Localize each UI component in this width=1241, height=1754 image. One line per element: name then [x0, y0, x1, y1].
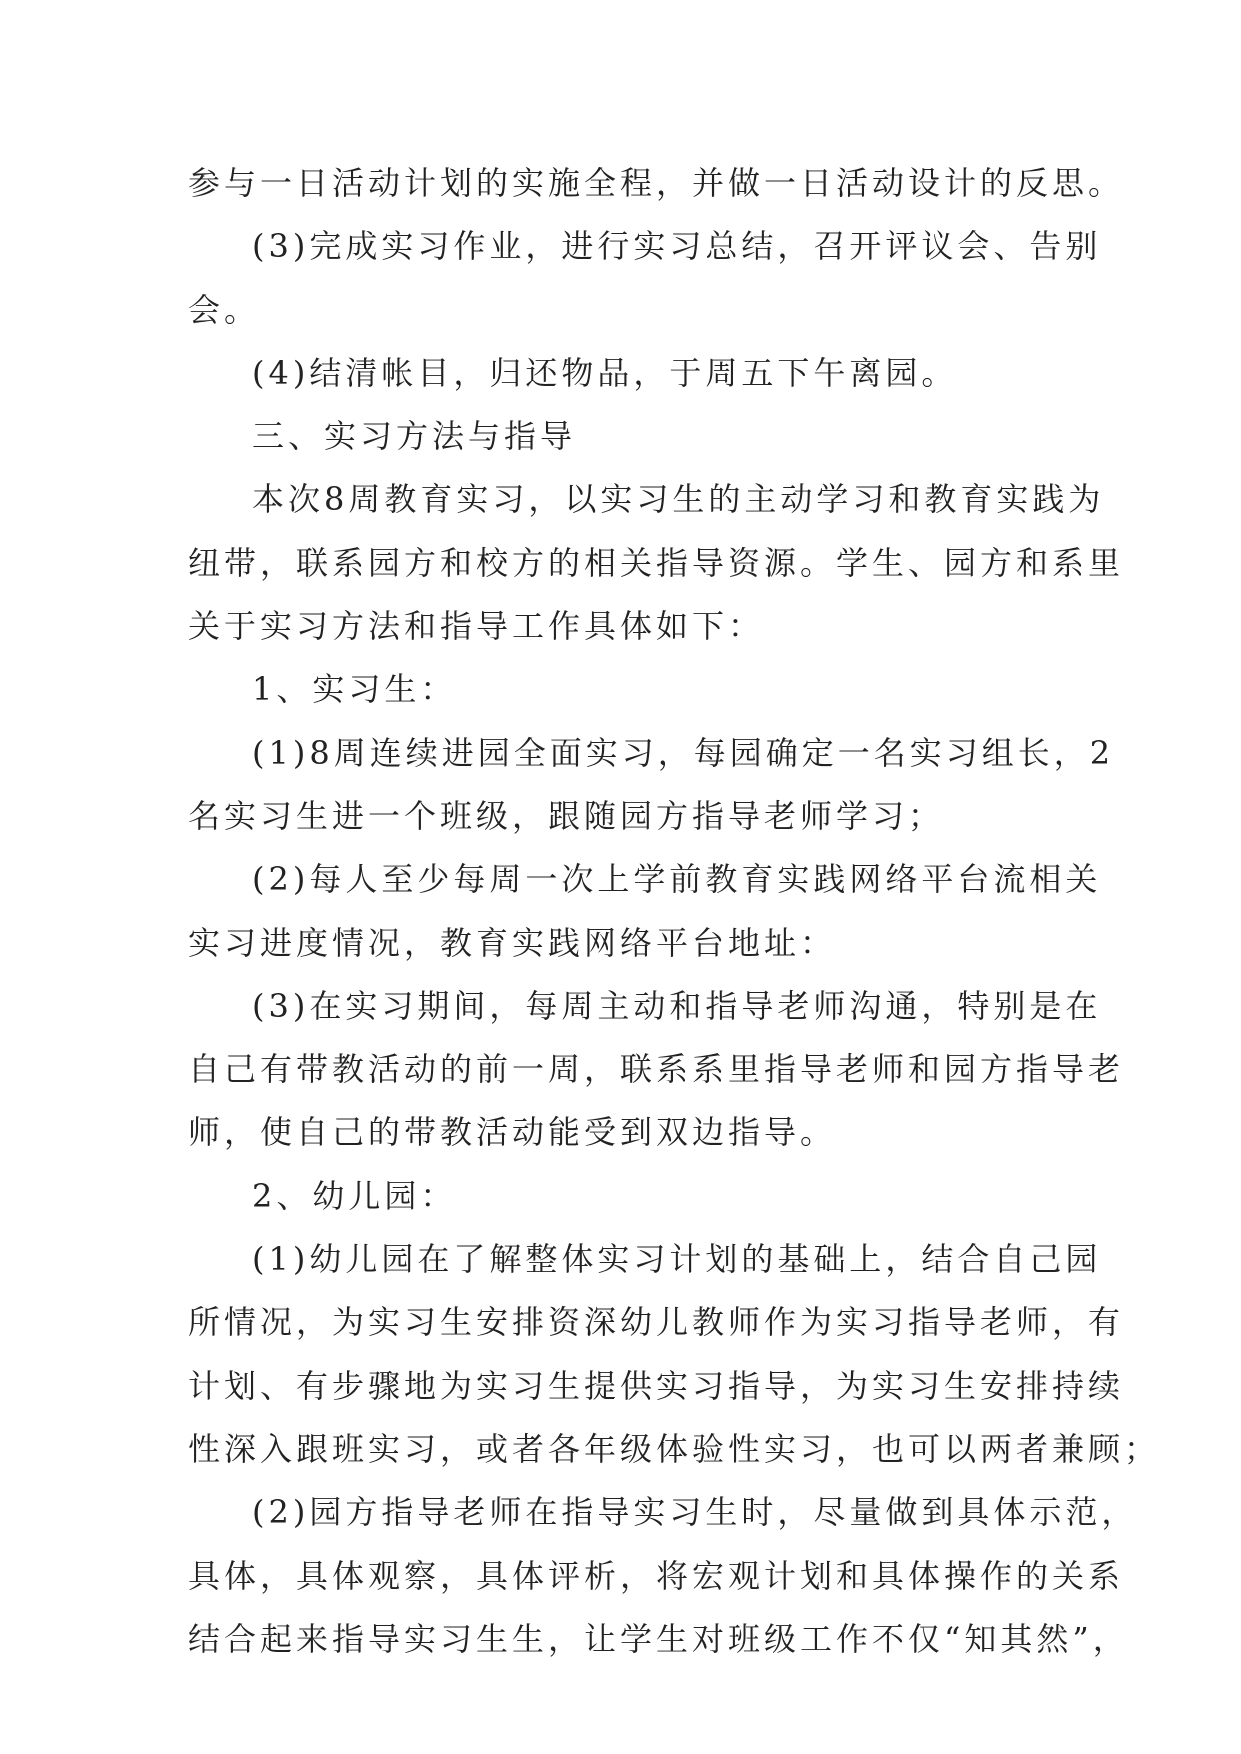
text-line: 性深入跟班实习，或者各年级体验性实习，也可以两者兼顾； [188, 1429, 1161, 1468]
text-line: (3)完成实习作业，进行实习总结，召开评议会、告别 [252, 227, 1102, 266]
text-line: 会。 [188, 290, 261, 329]
document-body [188, 152, 1161, 1671]
text-line: (2)每人至少每周一次上学前教育实践网络平台流相关 [252, 860, 1102, 899]
text-line: 名实习生进一个班级，跟随园方指导老师学习； [188, 796, 945, 835]
text-line: 自己有带教活动的前一周，联系系里指导老师和园方指导老 [188, 1050, 1125, 1089]
text-line: 所情况，为实习生安排资深幼儿教师作为实习指导老师，有 [188, 1303, 1125, 1342]
text-line: 三、实习方法与指导 [252, 417, 577, 456]
text-line: 实习进度情况，教育实践网络平台地址： [188, 923, 837, 962]
text-line: 参与一日活动计划的实施全程，并做一日活动设计的反思。 [188, 164, 1125, 202]
text-line: 2、幼儿园： [252, 1176, 457, 1215]
text-line: 1、实习生： [252, 670, 457, 709]
text-line: 纽带，联系园方和校方的相关指导资源。学生、园方和系里 [188, 543, 1125, 582]
text-line: 结合起来指导实习生生，让学生对班级工作不仅“知其然”， [188, 1619, 1129, 1658]
text-line: 关于实习方法和指导工作具体如下： [188, 607, 765, 646]
text-line: (3)在实习期间，每周主动和指导老师沟通，特别是在 [252, 986, 1102, 1025]
text-line: 本次8周教育实习，以实习生的主动学习和教育实践为 [252, 480, 1105, 519]
text-line: (1)8周连续进园全面实习，每园确定一名实习组长，2 [252, 733, 1115, 772]
text-line: 师，使自己的带教活动能受到双边指导。 [188, 1113, 837, 1152]
text-line: (2)园方指导老师在指导实习生时，尽量做到具体示范， [252, 1493, 1138, 1532]
text-line: (1)幼儿园在了解整体实习计划的基础上，结合自己园 [252, 1240, 1102, 1279]
text-line: 具体，具体观察，具体评析，将宏观计划和具体操作的关系 [188, 1556, 1125, 1595]
text-line: (4)结清帐目，归还物品，于周五下午离园。 [252, 353, 958, 392]
text-line: 计划、有步骤地为实习生提供实习指导，为实习生安排持续 [188, 1366, 1125, 1405]
